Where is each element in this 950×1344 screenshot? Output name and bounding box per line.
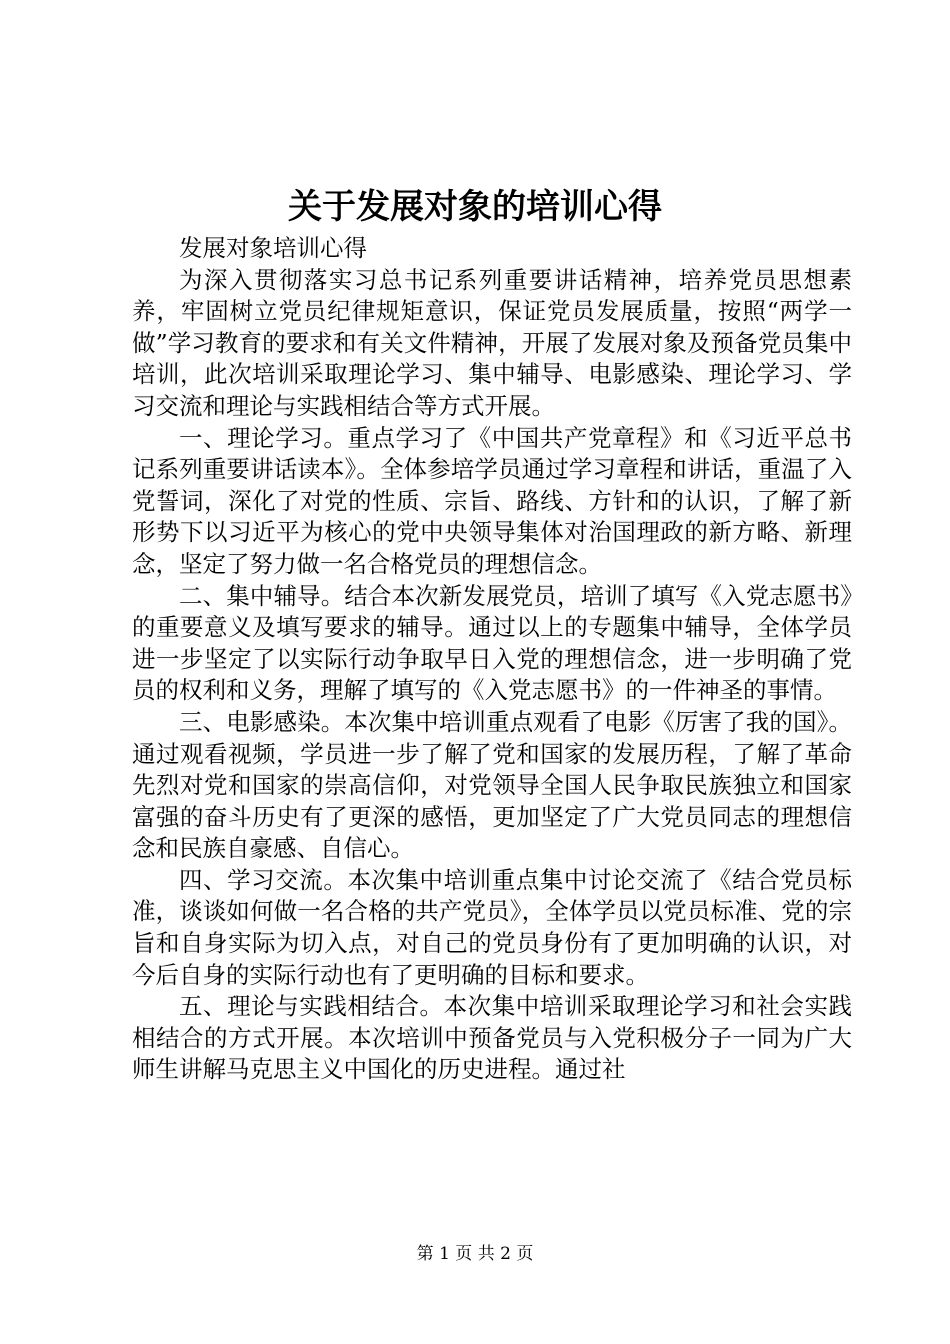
paragraph-exchange: 四、学习交流。本次集中培训重点集中讨论交流了《结合党员标准，谈谈如何做一名合格的共产党员》，全体学员以党员标准、党的宗旨和自身实际为切入点，对自己的党员身份有了更加明确的认识，对今后自身的实际行动也有了更明确的目标和要求。	[132, 865, 852, 989]
paragraph-guidance: 二、集中辅导。结合本次新发展党员，培训了填写《入党志愿书》的重要意义及填写要求的辅导。通过以上的专题集中辅导，全体学员进一步坚定了以实际行动争取早日入党的理想信念，进一步明确了党员的权利和义务，理解了填写的《入党志愿书》的一件神圣的事情。	[132, 581, 852, 705]
page-number-footer: 第 1 页 共 2 页	[416, 1244, 534, 1264]
paragraph-subtitle: 发展对象培训心得	[179, 234, 367, 262]
paragraph-theory-study: 一、理论学习。重点学习了《中国共产党章程》和《习近平总书记系列重要讲话读本》。全体参培学员通过学习章程和讲话，重温了入党誓词，深化了对党的性质、宗旨、路线、方针和的认识，了解了新形势下以习近平为核心的党中央领导集体对治国理政的新方略、新理念，坚定了努力做一名合格党员的理想信念。	[132, 423, 852, 578]
document-title: 关于发展对象的培训心得	[288, 187, 662, 227]
paragraph-intro: 为深入贯彻落实习总书记系列重要讲话精神，培养党员思想素养，牢固树立党员纪律规矩意识，保证党员发展质量，按照“两学一做”学习教育的要求和有关文件精神，开展了发展对象及预备党员集中培训，此次培训采取理论学习、集中辅导、电影感染、理论学习、学习交流和理论与实践相结合等方式开展。	[132, 265, 852, 420]
paragraph-film: 三、电影感染。本次集中培训重点观看了电影《厉害了我的国》。通过观看视频，学员进一步了解了党和国家的发展历程，了解了革命先烈对党和国家的崇高信仰，对党领导全国人民争取民族独立和国家富强的奋斗历史有了更深的感悟，更加坚定了广大党员同志的理想信念和民族自豪感、自信心。	[132, 707, 852, 863]
paragraph-practice: 五、理论与实践相结合。本次集中培训采取理论学习和社会实践相结合的方式开展。本次培训中预备党员与入党积极分子一同为广大师生讲解马克思主义中国化的历史进程。通过社	[132, 992, 852, 1084]
document-body	[132, 233, 852, 1086]
